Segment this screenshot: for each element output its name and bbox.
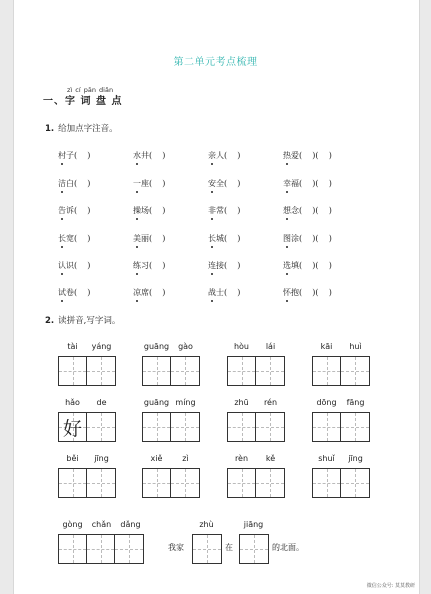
filled-character: 好 [62,417,82,440]
word-item: 亲人( ) [208,151,241,160]
word-item: 试卷( ) [58,288,91,297]
pinyin-label: kě [265,454,276,463]
writing-box[interactable] [142,412,200,442]
word-item: 告诉( ) [58,206,91,215]
word-item: 连接( ) [208,261,241,270]
sentence-text: 的北面。 [272,543,304,552]
pinyin-label: rén [263,398,278,407]
word-item: 洁白( ) [58,179,91,188]
emphasis-dot [286,163,288,165]
emphasis-dot [61,300,63,302]
emphasis-dot [136,163,138,165]
sentence-text: 我家 [168,543,184,552]
emphasis-dot [61,163,63,165]
emphasis-dot [286,300,288,302]
writing-box[interactable] [58,534,144,564]
emphasis-dot [286,191,288,193]
writing-box[interactable] [227,412,285,442]
pinyin-label: míng [175,398,196,407]
pinyin-label: xiě [150,454,163,463]
emphasis-dot [286,246,288,248]
writing-box[interactable] [227,356,285,386]
word-item: 安全( ) [208,179,241,188]
pinyin-label: tài [67,342,78,351]
pinyin-label: hǎo [65,398,80,407]
emphasis-dot [136,191,138,193]
writing-box[interactable] [58,356,116,386]
pinyin-label: zì [182,454,189,463]
pinyin-label: de [96,398,107,407]
emphasis-dot [211,163,213,165]
pinyin-label: yáng [91,342,112,351]
pinyin-label: dǎng [120,520,141,529]
pinyin-label: gòng [62,520,83,529]
emphasis-dot [136,300,138,302]
word-item: 想念( )( ) [283,206,332,215]
pinyin-label: chǎn [91,520,112,529]
emphasis-dot [136,273,138,275]
word-item: 选填( )( ) [283,261,332,270]
word-item: 幸福( )( ) [283,179,332,188]
pinyin-label: fāng [346,398,365,407]
page-title: 第二单元考点梳理 [173,57,258,68]
word-item: 村子( ) [58,151,91,160]
word-item: 一座( ) [133,179,166,188]
word-item: 图涂( )( ) [283,234,332,243]
word-item: 热爱( )( ) [283,151,332,160]
writing-box[interactable] [227,468,285,498]
emphasis-dot [211,246,213,248]
pinyin-label: zhū [234,398,249,407]
emphasis-dot [136,218,138,220]
writing-box[interactable] [142,356,200,386]
pinyin-label: huì [349,342,362,351]
pinyin-label: hòu [233,342,250,351]
pinyin-label: kāi [320,342,333,351]
pinyin-label: guāng [143,342,170,351]
word-item: 美丽( ) [133,234,166,243]
word-item: 怀抱( )( ) [283,288,332,297]
question-1: 1. 给加点字注音。 [45,124,118,134]
writing-box[interactable] [58,468,116,498]
section-heading: 一、字 词 盘 点 [43,96,123,107]
pinyin-label: rèn [234,454,249,463]
pinyin-label: dōng [316,398,337,407]
emphasis-dot [136,246,138,248]
writing-box[interactable] [192,534,222,564]
word-item: 练习( ) [133,261,166,270]
word-item: 非常( ) [208,206,241,215]
word-item: 战士( ) [208,288,241,297]
pinyin-label: jīng [348,454,363,463]
emphasis-dot [211,218,213,220]
word-item: 凉席( ) [133,288,166,297]
writing-box[interactable] [312,412,370,442]
writing-box[interactable] [312,356,370,386]
emphasis-dot [286,273,288,275]
section-pinyin: zì cí pān diǎn [67,86,114,94]
pinyin-label: běi [66,454,79,463]
footer-credit: 微信公众号: 莫莫教研 [366,583,415,589]
emphasis-dot [211,300,213,302]
pinyin-label: jiāng [243,520,264,529]
sentence-text: 在 [225,543,233,552]
word-item: 水井( ) [133,151,166,160]
emphasis-dot [211,191,213,193]
writing-box[interactable] [142,468,200,498]
emphasis-dot [61,273,63,275]
pinyin-label: jīng [94,454,109,463]
writing-box[interactable] [239,534,269,564]
pinyin-label: lái [265,342,276,351]
emphasis-dot [61,191,63,193]
word-item: 长宽( ) [58,234,91,243]
emphasis-dot [61,218,63,220]
word-item: 长城( ) [208,234,241,243]
question-2: 2. 读拼音,写字词。 [45,316,121,326]
pinyin-label: gào [178,342,193,351]
pinyin-label: zhù [199,520,214,529]
emphasis-dot [61,246,63,248]
pinyin-label: shuǐ [318,454,335,463]
pinyin-label: guāng [143,398,170,407]
emphasis-dot [211,273,213,275]
writing-box[interactable] [58,412,116,442]
emphasis-dot [286,218,288,220]
word-item: 操场( ) [133,206,166,215]
writing-box[interactable] [312,468,370,498]
word-item: 认识( ) [58,261,91,270]
